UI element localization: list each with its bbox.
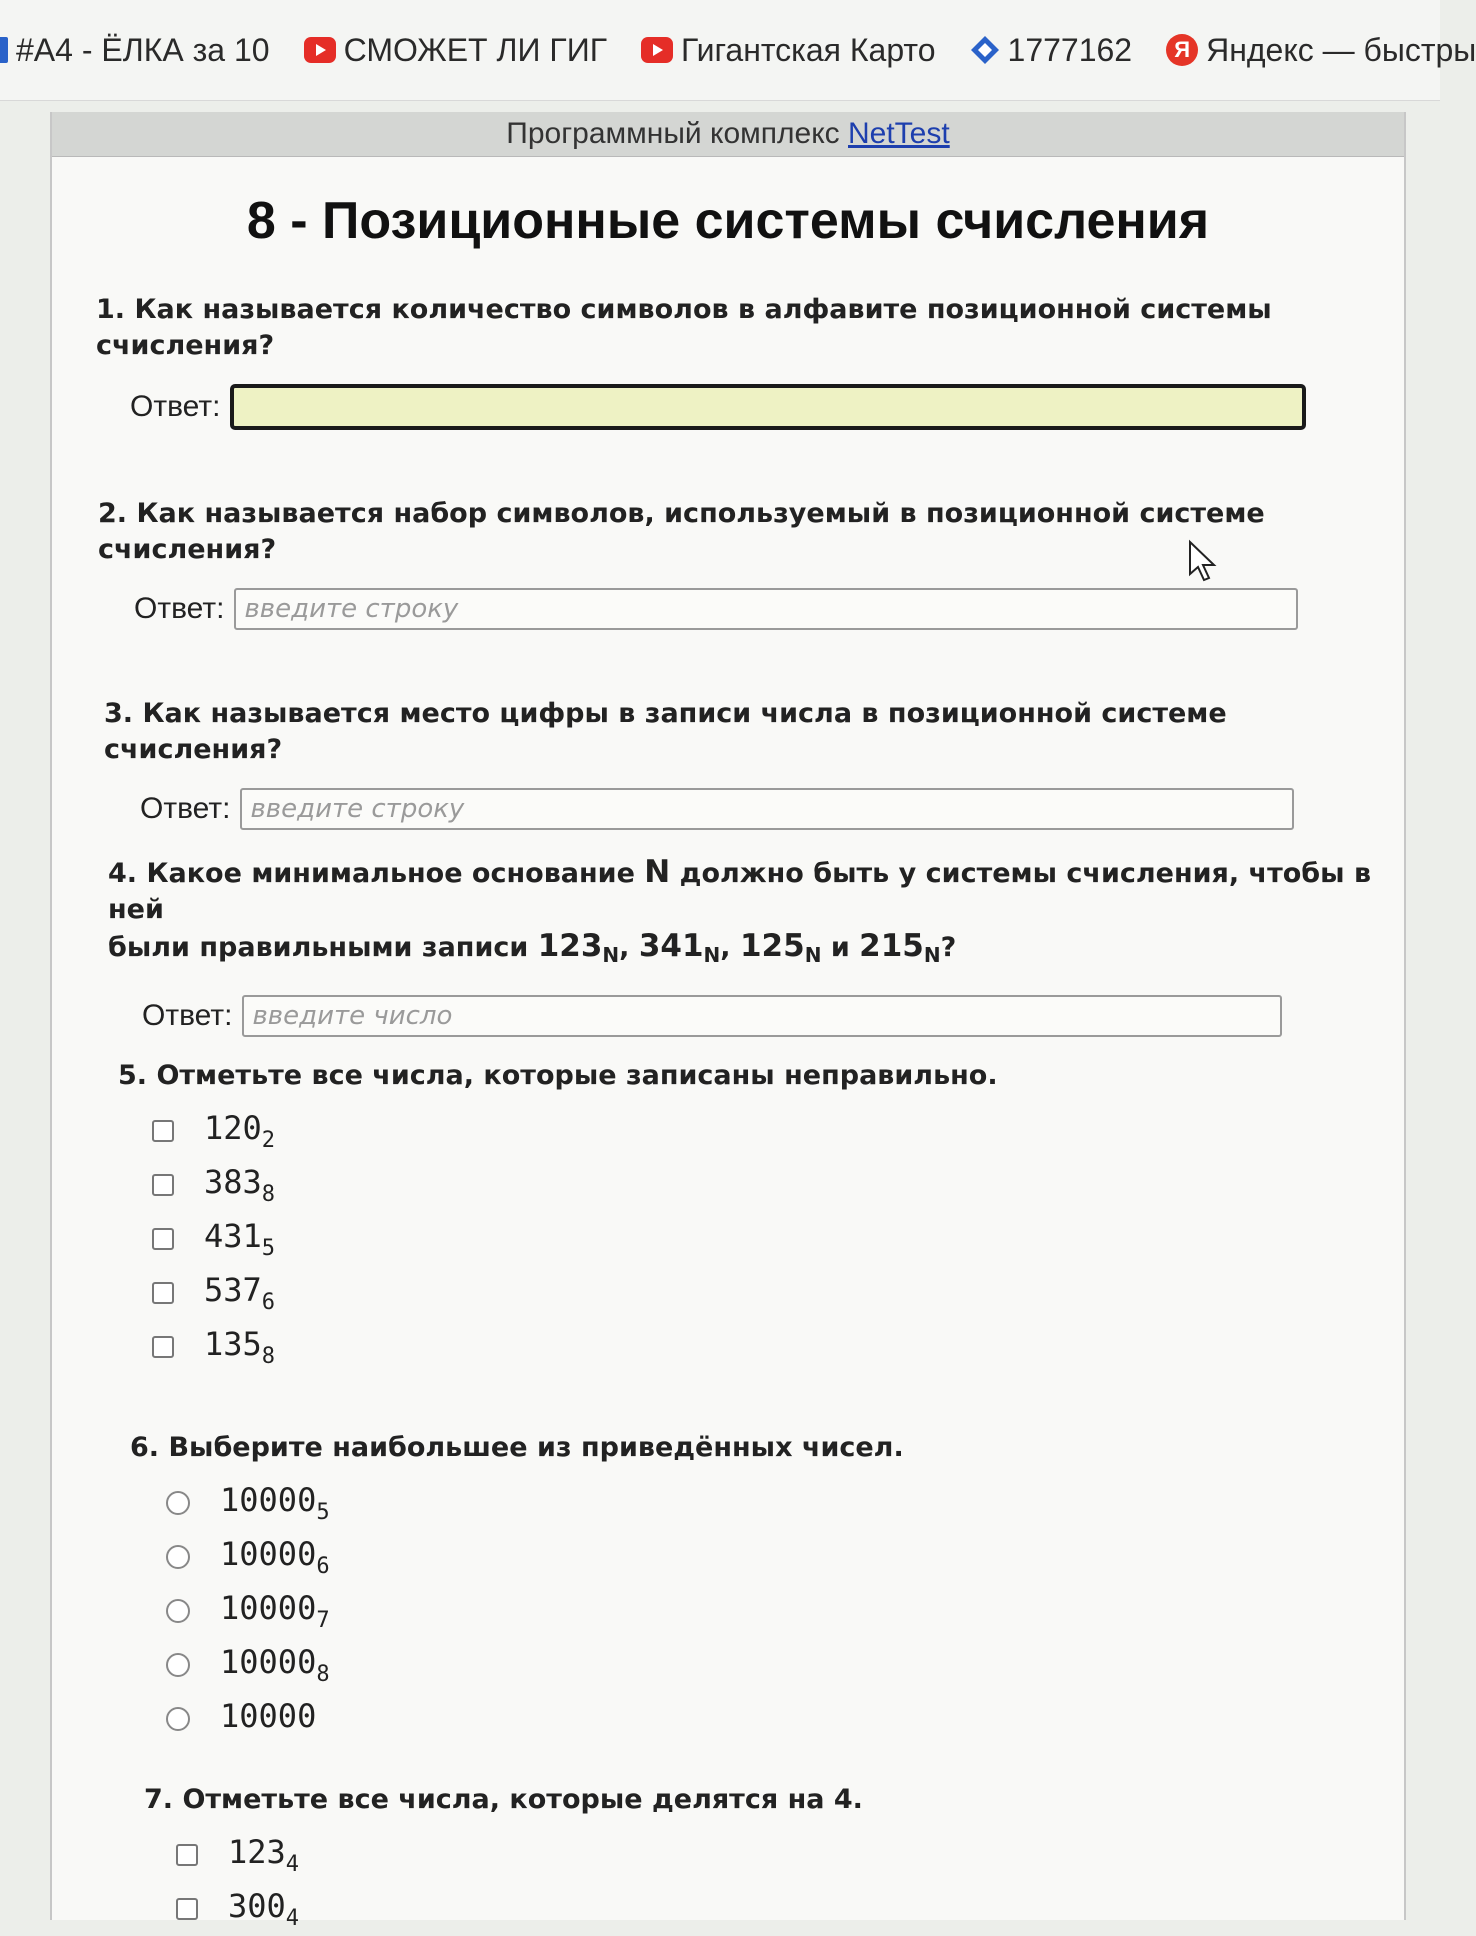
option-item[interactable] (166, 1584, 1430, 1638)
question-text: 6. Выберите наибольшее из приведённых чисел. (130, 1432, 904, 1463)
answer-input-q3[interactable] (240, 788, 1294, 830)
question-5 (118, 1058, 1418, 1374)
checkbox[interactable] (152, 1282, 174, 1304)
radio-button[interactable] (166, 1545, 190, 1569)
topbar-prefix: Программный комплекс (506, 117, 840, 150)
question-text-part: 4. Какое минимальное основание (108, 858, 645, 889)
nettest-link[interactable]: NetTest (848, 117, 950, 150)
question-text-part: должно быть у системы счисления, чтобы в ней (108, 858, 1372, 925)
question-text: 5. Отметьте все числа, которые записаны неправильно. (118, 1060, 998, 1091)
option-item[interactable] (152, 1266, 1418, 1320)
separator: , (619, 932, 639, 963)
bookmark-label: Яндекс — быстры (1206, 31, 1476, 68)
record-base: N (923, 943, 941, 967)
checkbox[interactable] (152, 1174, 174, 1196)
radio-button[interactable] (166, 1707, 190, 1731)
option-number: $120_2$ (204, 1109, 276, 1153)
answer-label: Ответ: (134, 592, 225, 625)
yandex-icon: Я (1166, 34, 1198, 66)
page-title: 8 - Позиционные системы счисления (246, 192, 1210, 250)
page-topbar (52, 112, 1404, 157)
option-number: $10000_7$ (220, 1589, 330, 1633)
radio-button[interactable] (166, 1491, 190, 1515)
option-item[interactable] (176, 1828, 1444, 1882)
question-1 (96, 292, 1396, 430)
separator: ? (940, 932, 957, 963)
checkbox[interactable] (152, 1120, 174, 1142)
option-number: $123_4$ (228, 1833, 300, 1877)
answer-input-q2[interactable] (234, 588, 1298, 630)
checkbox-group (152, 1104, 1418, 1374)
option-number: $135_8$ (204, 1325, 276, 1369)
option-number: $10000_5$ (220, 1481, 330, 1525)
radio-button[interactable] (166, 1599, 190, 1623)
record-base: N (703, 943, 721, 967)
bookmark-item[interactable] (304, 32, 607, 69)
radio-group (166, 1476, 1430, 1746)
bookmark-label: #А4 - ЁЛКА за 10 (16, 31, 270, 68)
question-text: 1. Как называется количество символов в алфавите позиционной системы счисления? (96, 294, 1272, 361)
radio-button[interactable] (166, 1653, 190, 1677)
checkbox[interactable] (176, 1898, 198, 1920)
question-4 (108, 854, 1408, 1037)
mouse-cursor-icon (1188, 540, 1218, 584)
answer-row (142, 995, 1408, 1037)
option-number: $300_4$ (228, 1887, 300, 1931)
answer-label: Ответ: (130, 390, 221, 423)
record-number: 341 (638, 928, 704, 964)
option-item[interactable] (152, 1320, 1418, 1374)
checkbox[interactable] (152, 1336, 174, 1358)
question-7 (144, 1782, 1444, 1936)
option-item[interactable] (166, 1476, 1430, 1530)
bookmarks-bar (0, 0, 1476, 101)
option-item[interactable] (166, 1692, 1430, 1746)
bookmark-label: СМОЖЕТ ЛИ ГИГ (343, 31, 608, 68)
bookmark-item[interactable] (0, 32, 270, 69)
checkbox-group (176, 1828, 1444, 1936)
question-text: 2. Как называется набор символов, используемый в позиционной системе счисления? (98, 498, 1265, 565)
base-letter: N (644, 854, 671, 890)
answer-label: Ответ: (140, 792, 231, 825)
record-base: N (804, 943, 822, 967)
youtube-icon (641, 37, 673, 63)
bookmark-item[interactable] (1166, 32, 1476, 69)
test-page (50, 112, 1406, 1931)
answer-input-q1[interactable] (230, 384, 1306, 430)
option-number: $537_6$ (204, 1271, 276, 1315)
bookmark-icon (0, 37, 8, 63)
record-number: 125 (739, 928, 805, 964)
bookmark-item[interactable] (641, 32, 935, 69)
option-number: $383_8$ (204, 1163, 276, 1207)
question-text (108, 854, 1408, 973)
option-item[interactable] (152, 1104, 1418, 1158)
bookmark-label: 1777162 (1007, 31, 1133, 68)
separator: и (821, 932, 860, 963)
option-item[interactable] (176, 1882, 1444, 1936)
separator: , (720, 932, 740, 963)
navigator-icon (970, 35, 1000, 65)
question-text: 3. Как называется место цифры в записи числа в позиционной системе счисления? (104, 698, 1227, 765)
record-number: 215 (859, 928, 924, 964)
youtube-icon (304, 37, 336, 63)
record-number: 123 (537, 928, 603, 964)
question-text: 7. Отметьте все числа, которые делятся на 4. (144, 1784, 863, 1815)
checkbox[interactable] (152, 1228, 174, 1250)
option-item[interactable] (152, 1212, 1418, 1266)
answer-row (130, 384, 1396, 430)
option-item[interactable] (166, 1530, 1430, 1584)
question-3 (104, 696, 1404, 830)
record-base: N (602, 943, 620, 967)
option-item[interactable] (152, 1158, 1418, 1212)
checkbox[interactable] (176, 1844, 198, 1866)
option-number: $10000_6$ (220, 1535, 330, 1579)
question-6 (130, 1430, 1430, 1746)
answer-row (134, 588, 1398, 630)
answer-row (140, 788, 1404, 830)
bookmark-label: Гигантская Карто (681, 31, 936, 68)
option-number: $10000_8$ (220, 1643, 330, 1687)
answer-label: Ответ: (142, 999, 233, 1032)
answer-input-q4[interactable] (242, 995, 1282, 1037)
option-number: $431_5$ (204, 1217, 276, 1261)
option-number: 10000 (220, 1697, 317, 1735)
bookmark-item[interactable] (970, 32, 1133, 69)
question-text-part: были правильными записи (108, 932, 538, 963)
option-item[interactable] (166, 1638, 1430, 1692)
